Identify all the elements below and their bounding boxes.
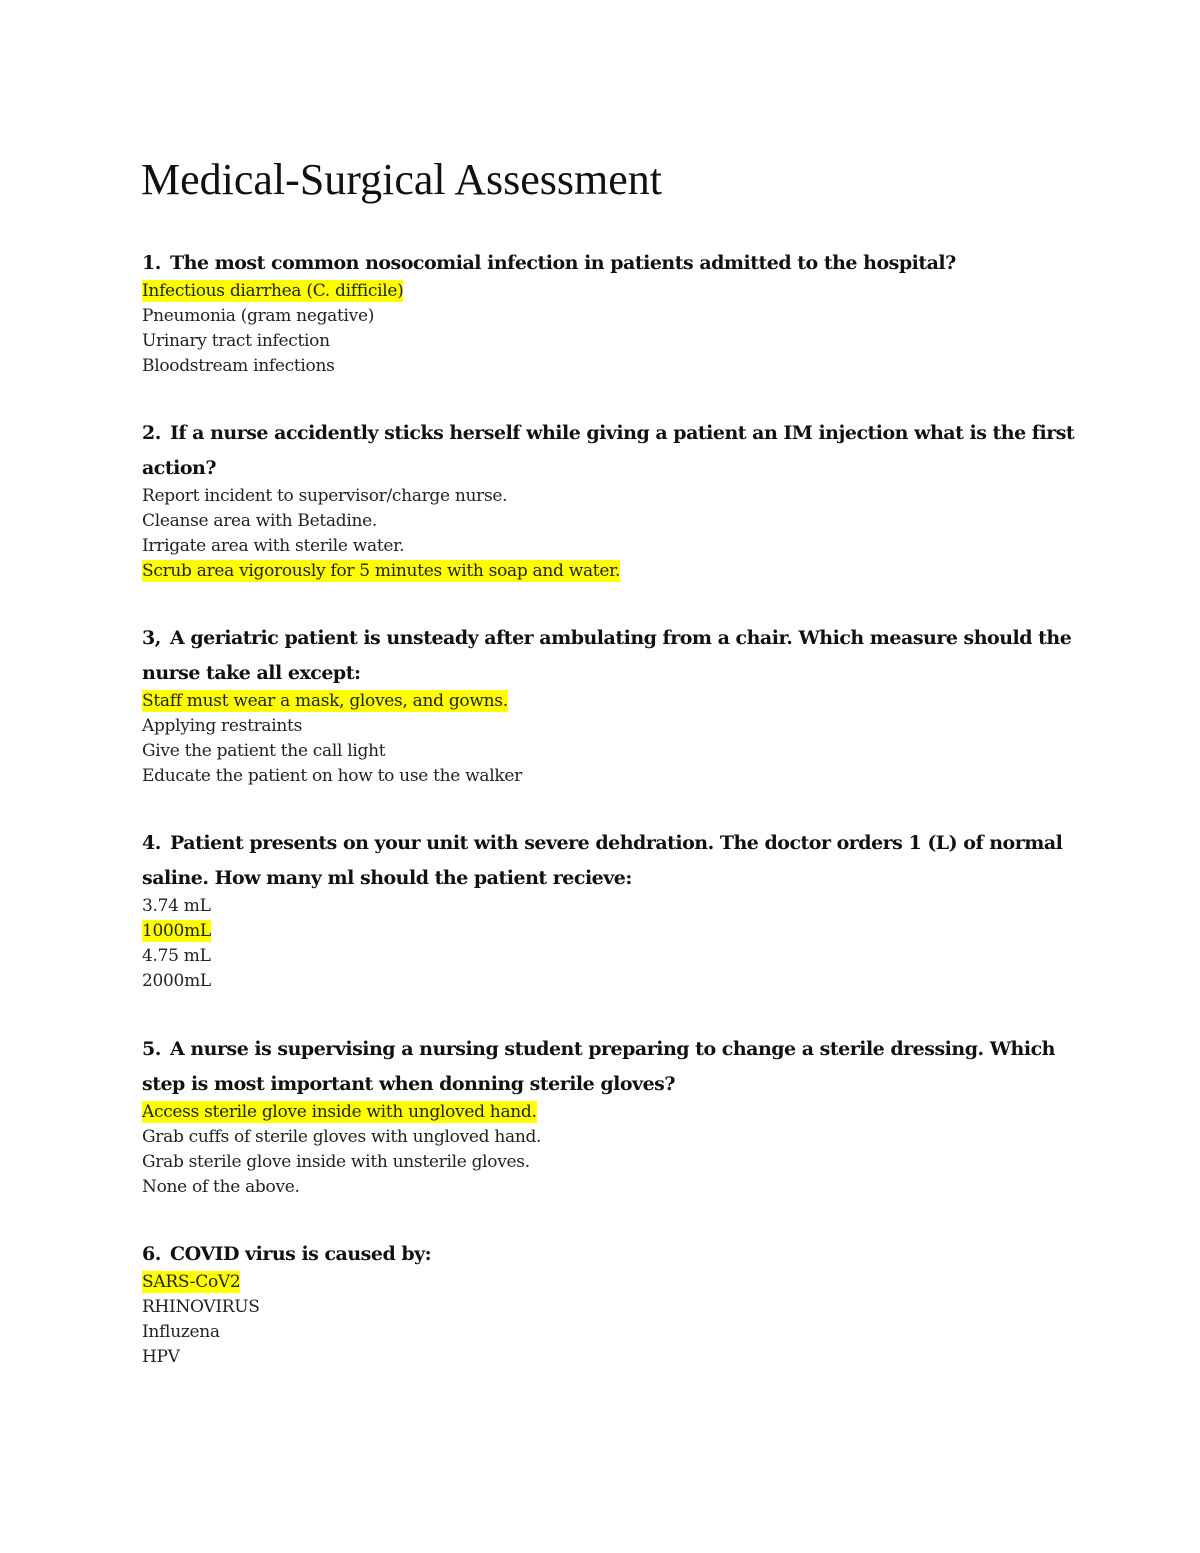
question-prompt: A nurse is supervising a nursing student preparing to change a sterile dressing. Which step is most important when donning sterile gloves? — [142, 1038, 1055, 1095]
question-number: 4. — [142, 832, 161, 854]
question-text — [142, 1237, 1102, 1272]
answer-option: Influzena — [142, 1322, 220, 1342]
answer-option: 4.75 mL — [142, 946, 211, 966]
question-text — [142, 1032, 1102, 1102]
question-number: 2. — [142, 422, 161, 444]
answer-option-highlighted: Access sterile glove inside with ungloved hand. — [142, 1102, 537, 1122]
answer-option: Educate the patient on how to use the walker — [142, 766, 522, 786]
answer-option: 3.74 mL — [142, 896, 211, 916]
answer-options — [142, 279, 1102, 379]
question-prompt: COVID virus is caused by: — [170, 1243, 432, 1265]
answer-options — [142, 1270, 1102, 1370]
answer-option: Grab cuffs of sterile gloves with ungloved hand. — [142, 1127, 542, 1147]
answer-option: 2000mL — [142, 971, 211, 991]
answer-option-highlighted: Staff must wear a mask, gloves, and gowns. — [142, 691, 508, 711]
question-text — [142, 826, 1102, 896]
question-number: 1. — [142, 252, 161, 274]
question-text — [142, 416, 1102, 486]
answer-option: HPV — [142, 1347, 180, 1367]
question-5 — [142, 1032, 1102, 1200]
answer-option: Grab sterile glove inside with unsterile gloves. — [142, 1152, 530, 1172]
answer-option: None of the above. — [142, 1177, 300, 1197]
answer-option: Irrigate area with sterile water. — [142, 536, 405, 556]
answer-option: Applying restraints — [142, 716, 303, 736]
answer-option: Bloodstream infections — [142, 356, 335, 376]
answer-option-highlighted: Infectious diarrhea (C. difficile) — [142, 281, 404, 301]
answer-option: Pneumonia (gram negative) — [142, 306, 375, 326]
question-2 — [142, 416, 1102, 584]
question-prompt: If a nurse accidently sticks herself while giving a patient an IM injection what is the first action? — [142, 422, 1075, 479]
answer-option: RHINOVIRUS — [142, 1297, 260, 1317]
answer-options — [142, 1100, 1102, 1200]
answer-option-highlighted: SARS-CoV2 — [142, 1272, 241, 1292]
question-text — [142, 246, 1102, 281]
answer-option: Urinary tract infection — [142, 331, 330, 351]
question-number: 6. — [142, 1243, 161, 1265]
question-number: 5. — [142, 1038, 161, 1060]
question-1 — [142, 246, 1102, 379]
question-number: 3, — [142, 627, 161, 649]
question-prompt: The most common nosocomial infection in patients admitted to the hospital? — [170, 252, 956, 274]
answer-option: Report incident to supervisor/charge nurse. — [142, 486, 508, 506]
question-prompt: A geriatric patient is unsteady after ambulating from a chair. Which measure should the nurse take all except: — [142, 627, 1072, 684]
answer-option-highlighted: 1000mL — [142, 921, 211, 941]
question-3 — [142, 621, 1102, 789]
answer-option-highlighted: Scrub area vigorously for 5 minutes with soap and water. — [142, 561, 621, 581]
question-prompt: Patient presents on your unit with severe dehdration. The doctor orders 1 (L) of normal saline. How many ml should the patient recieve: — [142, 832, 1063, 889]
question-6 — [142, 1237, 1102, 1370]
answer-options — [142, 894, 1102, 994]
answer-option: Cleanse area with Betadine. — [142, 511, 377, 531]
answer-option: Give the patient the call light — [142, 741, 386, 761]
document-title: Medical-Surgical Assessment — [141, 155, 662, 204]
answer-options — [142, 484, 1102, 584]
answer-options — [142, 689, 1102, 789]
question-4 — [142, 826, 1102, 994]
question-text — [142, 621, 1102, 691]
